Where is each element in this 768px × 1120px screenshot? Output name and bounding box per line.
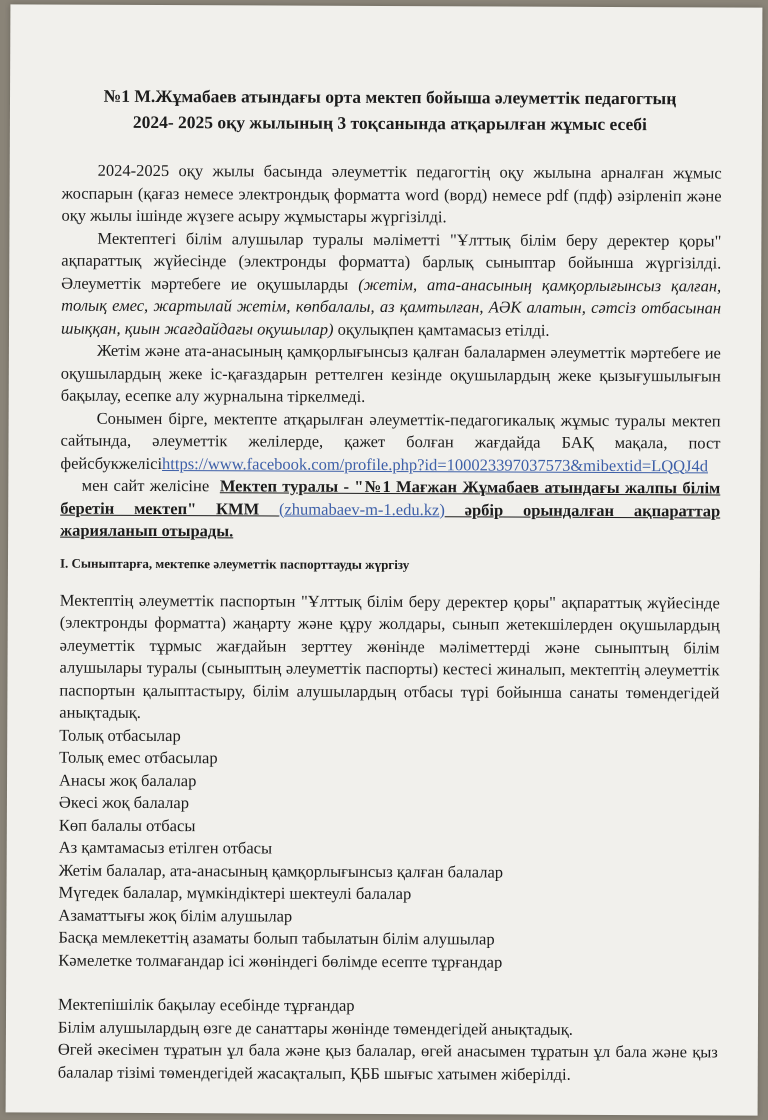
p2-text-start: Мектептегі білім алушылар туралы мәліметті "Ұлттық білім беру деректер қоры" ақпараттық жүйесінде (электронды форматта) барлық сыныптар бойынша жүргізілді. Әлеуметтік мәртебеге ие оқушыларды [61, 228, 722, 294]
p4-text-middle: мен сайт желісіне [60, 475, 220, 496]
list-item: Анасы жоқ балалар [58, 770, 197, 790]
p4-text-start: Сонымен бірге, мектепте атқарылған әлеуметтік-педагогикалық жұмыс туралы мектеп сайтында, әлеуметтік желілерде, қажет болған жағдайда БАҚ мақала, пост фейсбукжелісі [60, 408, 721, 473]
page-title [50, 83, 730, 138]
title-line-1: №1 М.Жұмабаев атындағы орта мектеп бойыша әлеуметтік педагогтың [103, 85, 677, 109]
list-item: Басқа мемлекеттің азаматы болып табылатын білім алушылар [58, 927, 495, 949]
list-item: Әкесі жоқ балалар [58, 792, 190, 813]
tail-line-2: Білім алушылардың өзге де санаттары жөнінде төмендегідей анықтадық. [57, 1017, 573, 1039]
document-page [6, 4, 763, 1115]
list-item: Мүгедек балалар, мүмкіндіктері шектеулі балалар [58, 882, 412, 904]
section-1-heading: I. Сыныптарға, мектепке әлеуметтік паспорттауды жүргізу [59, 555, 410, 573]
category-list [58, 724, 719, 974]
list-item: Көп балалы отбасы [58, 815, 196, 835]
list-item: Жетім балалар, ата-анасының қамқорлығынсыз қалған балалар [58, 860, 504, 882]
list-item: Толық емес отбасылар [59, 747, 218, 768]
paragraph-5: Мектептің әлеуметтік паспортын "Ұлттық білім беру деректер қоры" ақпараттық жүйесінде (электронды форматта) жаңарту және құру жолдары, сынып жетекшілерден оқушылардың әлеуметтік тұрмыс жағдайын зерттеу жөнінде мәліметтерді және сыныптың білім алушылары туралы (сыныптың әлеуметтік паспорты) кестесі жиналып, мектептің әлеуметтік паспортын қалыптастыру, білім алушылардың отбасы түрі бойынша санаты төмендегідей анықтадық. [59, 590, 720, 722]
list-item: Кәмелетке толмағандар ісі жөніндегі бөлімде есепте тұрғандар [58, 950, 503, 972]
intro-block [60, 160, 722, 545]
paragraph-1: 2024-2025 оқу жылы басында әлеуметтік педагогтің оқу жылына арналған жұмыс жоспарын (қағаз немесе электрондық форматта word (ворд) немесе pdf (пдф) әзірленіп және оқу жылы ішінде жүзеге асыру жұмыстары жүргізілді. [61, 160, 722, 227]
p2-italic-list: (жетім, ата-анасының қамқорлығынсыз қалған, толық емес, жартылай жетім, көпбалалы, аз қамтылған, АӘК алатын, сәтсіз отбасынан шыққан, қиын жағдайдағы оқушылар) [60, 274, 722, 339]
section-1 [58, 553, 720, 1087]
paragraph-2 [61, 227, 721, 342]
list-item: Азаматтығы жоқ білім алушылар [58, 905, 293, 926]
p4-text-end: әрбір орындалған ақпараттар жарияланып отырады. [60, 499, 721, 541]
school-site-title-link[interactable]: Мектеп туралы - "№1 Мағжан Жұмабаев атындағы жалпы білім беретін мектеп" КММ [60, 476, 721, 519]
tail-line-3: Өгей әкесімен тұратын ұл бала және қыз балалар, өгей анасымен тұратын ұл бала және қыз балалар тізімі төмендегідей жасақталып, ҚББ шығыс хатымен жіберілді. [57, 1039, 718, 1084]
paragraph-4 [60, 407, 721, 545]
paragraph-3: Жетім және ата-анасының қамқорлығынсыз қалған балалармен әлеуметтік мәртебеге ие оқушылардың жеке іс-қағаздарын реттелген кезінде оқушылардың жеке қызығушылығын бақылау, есепке алу журналына тіркелмеді. [60, 340, 721, 406]
school-site-link[interactable]: (zhumabaev-m-1.edu.kz) [278, 499, 445, 519]
p2-text-end: оқулықпен қамтамасыз етілді. [333, 319, 550, 340]
list-item: Толық отбасылар [59, 725, 181, 745]
facebook-link[interactable]: https://www.facebook.com/profile.php?id=100023397037573&mibextid=LQQJ4d [162, 453, 709, 475]
tail-line-1: Мектепішілік бақылау есебінде тұрғандар [58, 994, 355, 1015]
list-item: Аз қамтамасыз етілген отбасы [58, 837, 273, 858]
title-line-2: 2024- 2025 оқу жылының 3 тоқсанында атқарылған жұмыс есебі [132, 111, 647, 135]
